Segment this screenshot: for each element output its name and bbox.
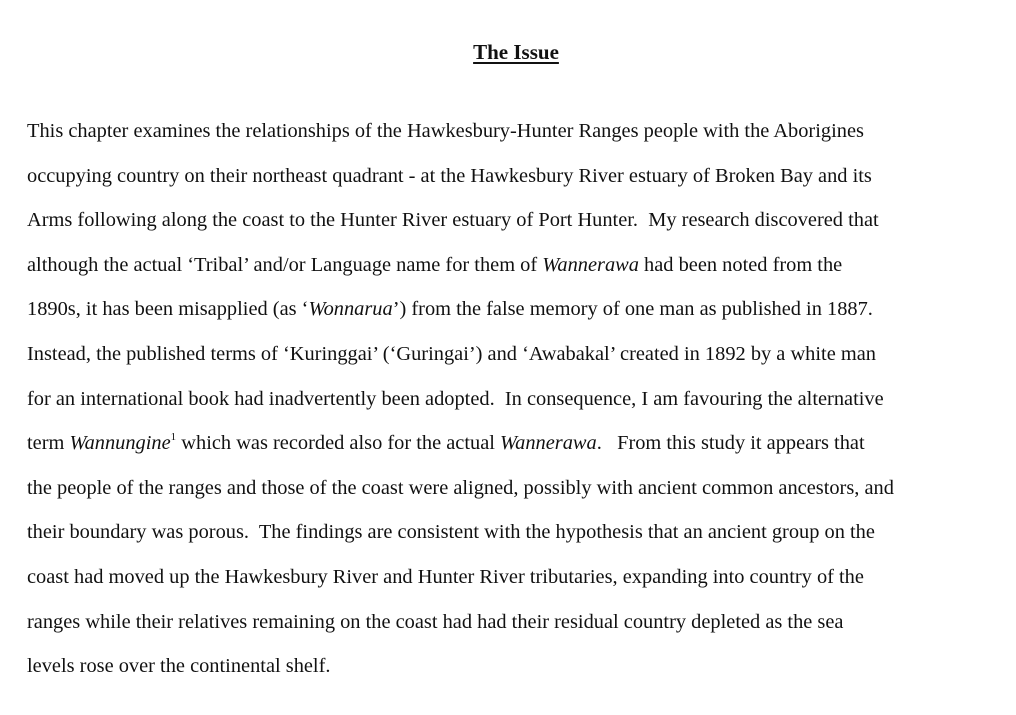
text-line <box>27 247 1007 292</box>
text-line <box>27 470 1007 515</box>
text-line <box>27 514 1007 559</box>
text-run: although the actual ‘Tribal’ and/or Language name for them of <box>27 253 543 276</box>
footnote-marker: 1 <box>170 431 177 444</box>
text-line <box>27 158 1007 203</box>
italic-term: Wannerawa <box>500 432 597 455</box>
text-run: coast had moved up the Hawkesbury River and Hunter River tributaries, expanding into country of the <box>27 565 864 588</box>
text-run: their boundary was porous. The findings are consistent with the hypothesis that an ancient group on the <box>27 521 875 544</box>
text-line <box>27 559 1007 604</box>
text-run: ranges while their relatives remaining on the coast had had their residual country depleted as the sea <box>27 610 844 633</box>
italic-term: Wannungine <box>69 432 171 455</box>
text-line <box>27 336 1007 381</box>
section-title: The Issue <box>473 40 559 65</box>
text-run: levels rose over the continental shelf. <box>27 655 331 678</box>
text-line <box>27 381 1007 426</box>
text-run: Arms following along the coast to the Hunter River estuary of Port Hunter. My research discovered that <box>27 209 879 232</box>
text-line <box>27 113 1007 158</box>
italic-term: Wannerawa <box>542 253 639 276</box>
text-line <box>27 291 1007 336</box>
text-run: Instead, the published terms of ‘Kuringgai’ (‘Guringai’) and ‘Awabakal’ created in 1892 by a white man <box>27 342 876 365</box>
text-line <box>27 604 1007 649</box>
text-run: occupying country on their northeast quadrant - at the Hawkesbury River estuary of Broken Bay and its <box>27 164 872 187</box>
text-line <box>27 202 1007 247</box>
text-run: the people of the ranges and those of the coast were aligned, possibly with ancient common ancestors, and <box>27 476 894 499</box>
text-run: for an international book had inadvertently been adopted. In consequence, I am favouring the alternative <box>27 387 884 410</box>
text-run: had been noted from the <box>638 253 843 276</box>
text-run: This chapter examines the relationships of the Hawkesbury-Hunter Ranges people with the Aborigines <box>27 120 864 142</box>
text-run: which was recorded also for the actual <box>176 432 501 455</box>
italic-term: Wonnarua <box>308 298 393 321</box>
text-run: 1890s, it has been misapplied (as ‘ <box>27 298 309 321</box>
text-run: ’) from the false memory of one man as published in 1887. <box>392 298 873 321</box>
text-line <box>27 425 1007 470</box>
text-run: . From this study it appears that <box>596 432 865 455</box>
text-run: term <box>27 432 70 455</box>
text-line <box>27 648 1007 693</box>
body-paragraph <box>27 113 1007 693</box>
